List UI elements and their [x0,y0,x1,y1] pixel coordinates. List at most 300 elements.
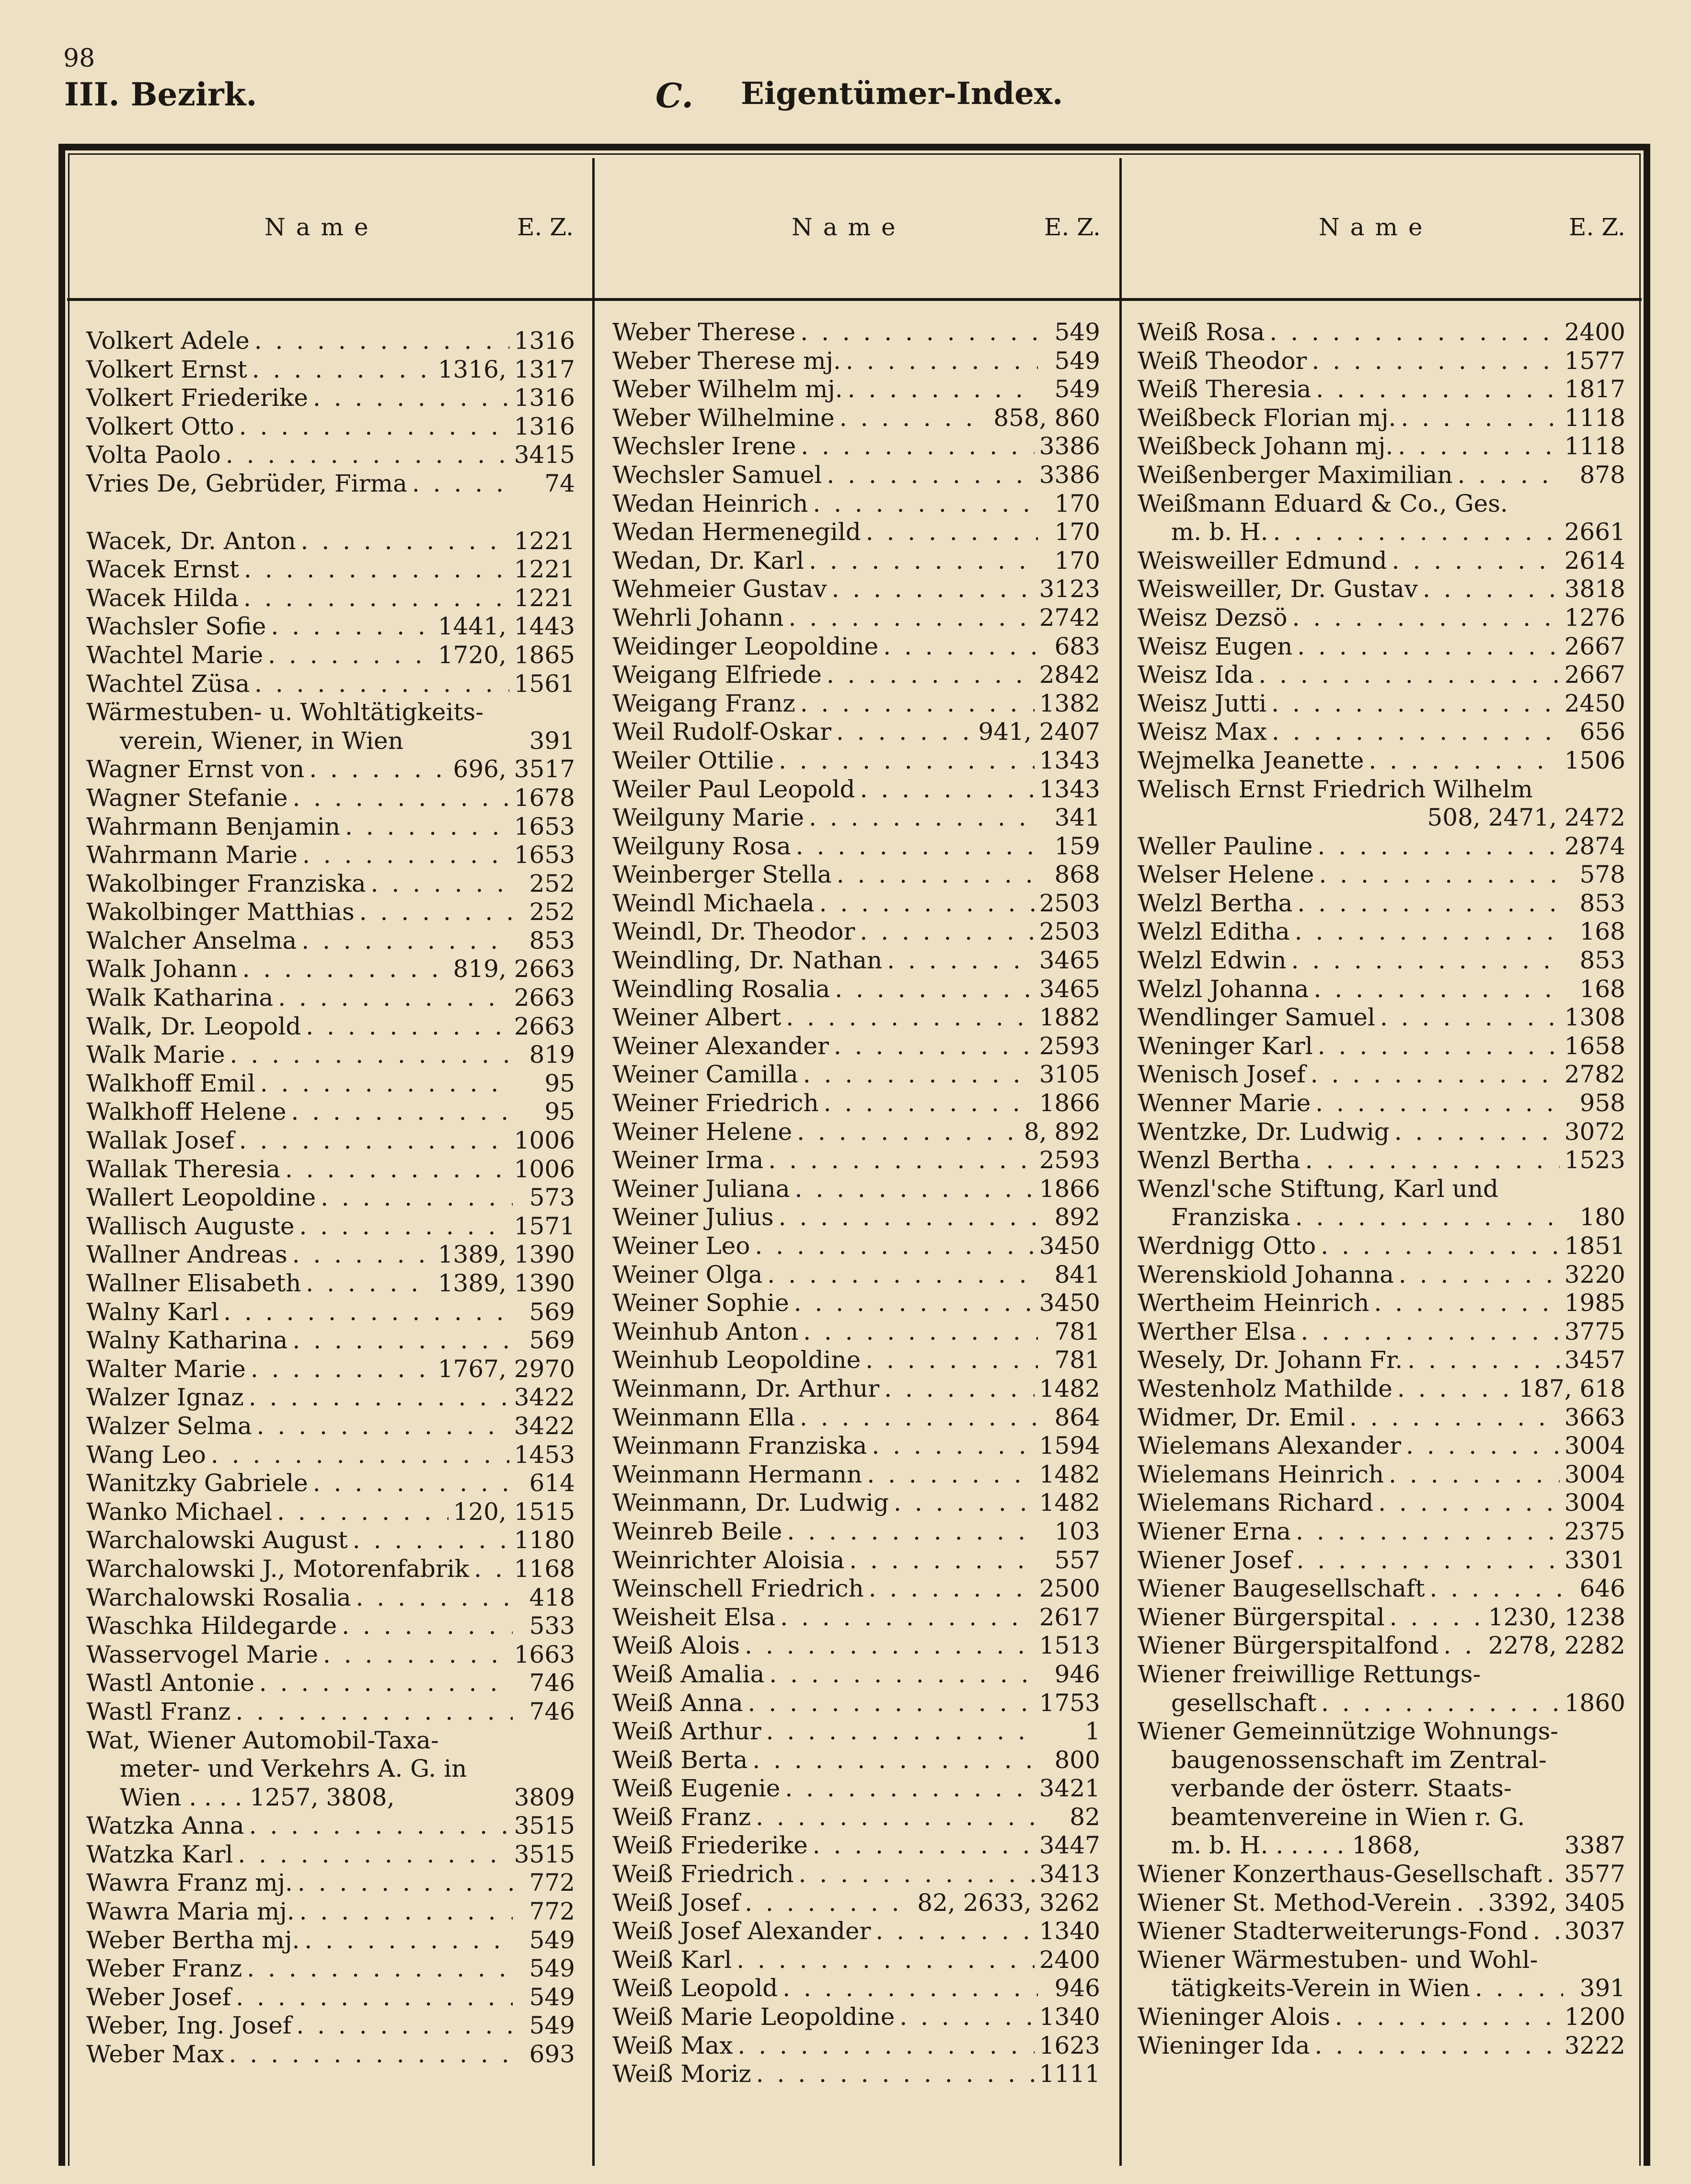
leader-dots [794,1860,1034,1889]
leader-dots [348,1526,509,1555]
section-gap [86,498,575,527]
entry-ez: 3450 [1039,1232,1100,1260]
leader-dots [1296,1318,1559,1346]
index-entry [86,1469,575,1498]
index-entry [612,2032,1100,2060]
entry-ez: 772 [529,1869,575,1897]
entry-name: Weiß Amalia [612,1660,765,1688]
entry-ez: 946 [1054,1974,1100,2002]
leader-dots [1292,1546,1560,1575]
entry-name: Wallert Leopoldine [86,1184,316,1212]
index-entry [612,632,1100,661]
entry-name: Warchalowski August [86,1526,348,1554]
index-entry [86,1355,575,1384]
entry-ez: 2503 [1039,918,1100,946]
entry-ez: 418 [529,1583,575,1611]
entry-ez: 853 [1579,946,1625,975]
entry-ez: 1866 [1039,1174,1100,1203]
entry-ez: 3413 [1039,1860,1100,1888]
leader-dots [1265,318,1559,347]
index-entry [86,555,575,584]
entry-ez: 3386 [1039,460,1100,489]
index-entry [1138,1261,1625,1289]
entry-ez: 549 [1054,318,1100,346]
index-entry [612,1803,1100,1832]
leader-dots [1384,1460,1560,1489]
leader-dots [855,775,1035,804]
index-entry [612,889,1100,918]
entry-name: Werther Elsa [1138,1317,1296,1345]
entry-ez: 1866 [1039,1089,1100,1117]
entry-name: Wagner Stefanie [86,783,288,812]
leader-dots [1542,1860,1560,1889]
entry-ez: 573 [529,1184,575,1212]
leader-dots [732,1946,1035,1975]
entry-ez: 1389, 1390 [437,1241,575,1269]
entry-ez: 1221 [514,527,575,555]
leader-dots [862,1460,1034,1489]
index-entry [86,1669,575,1698]
index-entry [1138,1917,1625,1946]
leader-dots [808,490,1038,518]
leader-dots [1373,1489,1560,1517]
entry-name: Volta Paolo [86,441,221,469]
leader-dots [1312,832,1559,861]
entry-ez: 3422 [514,1383,575,1412]
leader-dots [1393,432,1559,461]
entry-name: Wastl Antonie [86,1669,254,1697]
entry-name: Volkert Otto [86,412,234,440]
leader-dots [743,1689,1035,1718]
entry-name: Weindl, Dr. Theodor [612,918,855,946]
entry-name: Weiner Juliana [612,1174,790,1203]
entry-name: Weißbeck Johann mj. [1138,432,1393,460]
leader-dots [1392,1375,1514,1403]
entry-name: Weiß Max [612,2031,733,2059]
entry-ez: 1882 [1039,1003,1100,1032]
entry-name: Weißmann Eduard & Co., Ges. [1138,489,1508,517]
index-entry [86,1812,575,1840]
index-entry [612,432,1100,461]
entry-ez: 858, 860 [993,403,1100,432]
entry-ez: 578 [1579,861,1625,889]
entry-ez: 3387 [1564,1831,1625,1860]
entry-ez: 1230, 1238 [1488,1603,1625,1631]
leader-dots [804,547,1038,575]
leader-dots [254,1669,513,1698]
index-entry [1138,1003,1625,1032]
entry-name-continuation: gesellschaft [1171,1689,1317,1717]
entry-name: Weber, Ing. Josef [86,2012,292,2040]
index-entry [1138,1403,1625,1432]
entry-ez: 120, 1515 [453,1497,575,1526]
index-entry [86,1698,575,1726]
index-entry [1138,1175,1625,1232]
entry-ez: 2617 [1039,1603,1100,1631]
index-entry [1138,547,1625,575]
index-entry [86,1098,575,1126]
entry-name: Wanko Michael [86,1497,273,1526]
entry-name: Wechsler Irene [612,432,796,460]
entry-name-continuation: verein, Wiener, in Wien [120,726,403,755]
entry-ez: 646 [1579,1575,1625,1603]
index-entry [1138,1089,1625,1118]
entry-ez: 3004 [1564,1460,1625,1488]
entry-name: Weisz Max [1138,718,1267,746]
entry-name: Weller Pauline [1138,832,1313,860]
leader-dots [288,1241,433,1269]
entry-name: Waschka Hildegarde [86,1612,337,1640]
index-entry [612,1175,1100,1204]
index-entry [1138,1517,1625,1546]
index-entry [612,775,1100,804]
entry-name: Weiß Arthur [612,1717,761,1746]
entry-ez: 1006 [514,1155,575,1183]
leader-dots [297,927,513,955]
index-entry [1138,1860,1625,1889]
entry-name: Weiner Leo [612,1232,750,1260]
entry-ez: 8, 892 [1024,1117,1100,1146]
entry-ez: 252 [529,869,575,897]
entry-name: Weilguny Marie [612,804,804,832]
leader-dots [1316,1689,1560,1718]
entry-ez: 1111 [1039,2060,1100,2088]
index-entry [612,1660,1100,1689]
leader-dots [225,1041,513,1069]
index-entry [1138,661,1625,690]
entry-ez: 1118 [1564,432,1625,460]
entry-ez: 3450 [1039,1289,1100,1317]
leader-dots [1387,547,1560,575]
leader-dots [1292,632,1559,661]
leader-dots [1290,1203,1563,1232]
entry-name: Wielemans Alexander [1138,1432,1402,1460]
entry-name: Weinreb Beile [612,1517,782,1545]
entry-ez: 82 [1070,1803,1100,1831]
leader-dots [750,1232,1034,1261]
index-entry [612,490,1100,518]
entry-ez: 1180 [514,1526,575,1554]
leader-dots [1390,1118,1560,1147]
index-entry [1138,1546,1625,1575]
entry-ez: 656 [1579,718,1625,746]
leader-dots [239,584,509,613]
entry-name: Wenzl'sche Stiftung, Karl und [1138,1174,1499,1203]
entry-name: Weindling Rosalia [612,975,830,1003]
entry-name: Weiner Albert [612,1003,782,1032]
index-entry [612,518,1100,547]
entry-ez: 800 [1054,1746,1100,1774]
leader-dots [822,461,1034,490]
index-entry [612,1089,1100,1118]
index-entry [86,1897,575,1926]
index-entry [86,1412,575,1441]
index-entry [612,918,1100,946]
index-entry [1138,432,1625,461]
entry-ez: 180 [1579,1203,1625,1231]
entry-name-continuation: baugenossenschaft im Zentral- [1171,1746,1547,1774]
index-entry [86,755,575,784]
index-entry [612,1831,1100,1860]
leader-dots [206,1441,509,1470]
leader-dots [1266,690,1560,718]
index-entry [1138,1146,1625,1175]
index-entry [1138,347,1625,376]
index-entry [1138,832,1625,861]
index-entry [1138,1375,1625,1403]
leader-dots [795,690,1035,718]
leader-dots [879,1375,1035,1403]
index-entry [612,1889,1100,1918]
leader-dots [871,1917,1034,1946]
entry-name-continuation: meter- und Verkehrs A. G. in [120,1755,467,1783]
header-ez: E. Z. [1568,213,1625,241]
index-entry [1138,1232,1625,1261]
entry-ez: 1663 [514,1640,575,1668]
index-entry [86,1641,575,1669]
entry-ez: 1221 [514,555,575,584]
entry-name: Wang Leo [86,1440,206,1469]
entry-name: Wastl Franz [86,1697,231,1725]
entry-name: Wenisch Josef [1138,1060,1306,1089]
entry-ez: 2614 [1564,546,1625,575]
entry-ez: 3392, 3405 [1488,1888,1625,1917]
entry-name: Weiß Eugenie [612,1774,781,1803]
leader-dots [1267,718,1563,747]
leader-dots [469,1555,509,1584]
leader-dots [795,1403,1038,1432]
entry-ez: 1168 [514,1554,575,1583]
entry-ez: 1276 [1564,603,1625,632]
entry-ez: 3220 [1564,1260,1625,1288]
entry-name: Weidinger Leopoldine [612,632,879,660]
index-entry [86,356,575,384]
leader-dots [1394,1261,1560,1289]
entry-ez: 3515 [514,1840,575,1868]
leader-dots [775,1603,1034,1632]
leader-dots [783,604,1034,632]
entry-ez: 1767, 2970 [437,1355,575,1383]
index-column-1 [86,327,575,2069]
entry-ez: 1316 [514,384,575,412]
index-entry [612,2060,1100,2089]
entry-name: Walk Johann [86,955,238,983]
leader-dots [740,1889,912,1918]
leader-dots [819,1089,1035,1118]
entry-name: Weiner Alexander [612,1032,829,1060]
entry-name: Wacek Ernst [86,555,239,584]
leader-dots [239,555,509,584]
entry-ez: 1340 [1039,1917,1100,1945]
entry-name: Walk, Dr. Leopold [86,1012,301,1040]
leader-dots [1316,1232,1560,1261]
entry-ez: 2400 [1039,1945,1100,1974]
leader-dots [1288,604,1560,632]
entry-name-continuation: Franziska [1171,1203,1290,1231]
leader-dots [774,1203,1038,1232]
entry-ez: 1308 [1564,1003,1625,1032]
entry-ez: 1658 [1564,1032,1625,1060]
index-entry [86,1983,575,2012]
index-entry [1138,747,1625,775]
leader-dots [1300,1146,1560,1175]
entry-name: Watzka Karl [86,1840,233,1868]
entry-name: Wieninger Ida [1138,2031,1310,2059]
entry-ez: 168 [1579,918,1625,946]
leader-dots [1425,1575,1563,1603]
entry-name: Weisz Dezsö [1138,603,1288,632]
entry-ez: 1 [1085,1717,1100,1746]
index-entry [86,327,575,356]
entry-ez: 1860 [1564,1689,1625,1717]
entry-name: Weber Wilhelm mj. [612,375,843,403]
entry-name: Walkhoff Helene [86,1098,287,1126]
entry-name: Weber Therese mj. [612,346,841,375]
index-entry [612,1489,1100,1517]
entry-ez: 946 [1054,1660,1100,1688]
entry-ez: 95 [544,1069,575,1097]
index-entry [612,1403,1100,1432]
leader-dots [808,1831,1035,1860]
entry-ez: 557 [1054,1546,1100,1574]
leader-dots [351,1584,513,1612]
entry-name: Weber Max [86,2040,224,2069]
index-entry [612,347,1100,376]
entry-ez: 1506 [1564,746,1625,774]
leader-dots [790,1175,1035,1204]
entry-name-continuation: m. b. H. . . . . . 1868, [1171,1831,1421,1860]
leader-dots [224,2040,513,2069]
leader-dots [255,1069,513,1098]
index-entry [1138,2003,1625,2032]
leader-dots [791,832,1038,861]
index-entry [612,661,1100,690]
entry-name: Wedan, Dr. Karl [612,546,805,575]
entry-name: Wedan Heinrich [612,489,808,517]
index-entry [86,584,575,613]
leader-dots [895,2003,1034,2032]
entry-ez: 95 [544,1098,575,1126]
leader-dots [1287,946,1563,975]
entry-name: Wendlinger Samuel [1138,1003,1375,1032]
index-entry [86,1441,575,1470]
leader-dots [1528,1917,1560,1946]
leader-dots [308,1469,513,1498]
leader-dots [250,670,509,699]
entry-ez: 3421 [1039,1774,1100,1803]
entry-name: Vries De, Gebrüder, Firma [86,469,407,497]
index-column-2 [612,318,1100,2089]
leader-dots [861,1346,1038,1375]
entry-name: Wieninger Alois [1138,2003,1330,2031]
index-entry [86,1298,575,1327]
entry-name: Werdnigg Otto [1138,1232,1316,1260]
index-entry [86,384,575,413]
index-entry [86,527,575,556]
entry-ez: 1653 [514,841,575,869]
entry-name: Weigang Franz [612,689,795,717]
entry-name: Walcher Anselma [86,926,297,954]
entry-ez: 1571 [514,1212,575,1240]
index-entry [612,804,1100,832]
leader-dots [272,1498,448,1527]
leader-dots [798,1060,1035,1089]
entry-ez: 2842 [1039,661,1100,689]
entry-name: Walny Katharina [86,1326,288,1355]
index-entry [86,1869,575,1897]
entry-name: Weisz Eugen [1138,632,1293,660]
entry-name: Weber Wilhelmine [612,403,835,432]
index-entry [1138,1717,1625,1860]
entry-ez: 1453 [514,1440,575,1469]
index-entry [612,1632,1100,1660]
district-heading: III. Bezirk. [64,76,257,113]
entry-name: Wenzl Bertha [1138,1146,1300,1174]
index-entry [612,1974,1100,2003]
index-entry [612,1203,1100,1232]
leader-dots [1470,1974,1563,2003]
leader-dots [234,413,509,441]
entry-name: Weisheit Elsa [612,1603,776,1631]
entry-ez: 187, 618 [1518,1374,1625,1402]
index-entry [86,1126,575,1155]
entry-ez: 1817 [1564,375,1625,403]
entry-ez: 2661 [1564,518,1625,546]
entry-ez: 868 [1054,861,1100,889]
index-entry [612,1003,1100,1032]
entry-name: Wiener St. Method-Verein [1138,1888,1452,1917]
entry-ez: 1851 [1564,1232,1625,1260]
leader-dots [733,2032,1034,2060]
entry-name: Weiß Friedrich [612,1860,794,1888]
entry-name: Wacek Hilda [86,584,239,612]
header-ez: E. Z. [1044,213,1101,241]
entry-ez: 3663 [1564,1403,1625,1431]
entry-name: Weiß Karl [612,1945,732,1974]
entry-name: Volkert Adele [86,327,250,355]
leader-dots [815,889,1035,918]
leader-dots [798,1318,1038,1346]
entry-ez: 878 [1579,460,1625,489]
entry-ez: 3386 [1039,432,1100,460]
index-entry [86,1498,575,1527]
leader-dots [889,1489,1035,1517]
entry-name: Wiener Bürgerspital [1138,1603,1385,1631]
entry-name: Weiß Theodor [1138,346,1307,375]
entry-ez: 533 [529,1612,575,1640]
leader-dots [841,347,1038,376]
index-entry [1138,318,1625,347]
index-entry [86,1526,575,1555]
index-entry [1138,975,1625,1004]
leader-dots [295,1897,513,1926]
leader-dots [1313,1032,1560,1061]
index-entry [1138,1318,1625,1346]
leader-dots [1438,1632,1483,1660]
index-entry [1138,1432,1625,1460]
index-entry [86,984,575,1012]
entry-ez: 1623 [1039,2031,1100,2059]
leader-dots [751,2060,1035,2089]
entry-ez: 958 [1579,1089,1625,1117]
index-entry [1138,1603,1625,1632]
entry-name: Wiener Gemeinnützige Wohnungs- [1138,1717,1559,1746]
entry-name: Walk Marie [86,1041,225,1069]
entry-ez: 3465 [1039,946,1100,975]
leader-dots [288,1326,513,1355]
entry-ez: 1482 [1039,1489,1100,1517]
entry-ez: 3004 [1564,1489,1625,1517]
